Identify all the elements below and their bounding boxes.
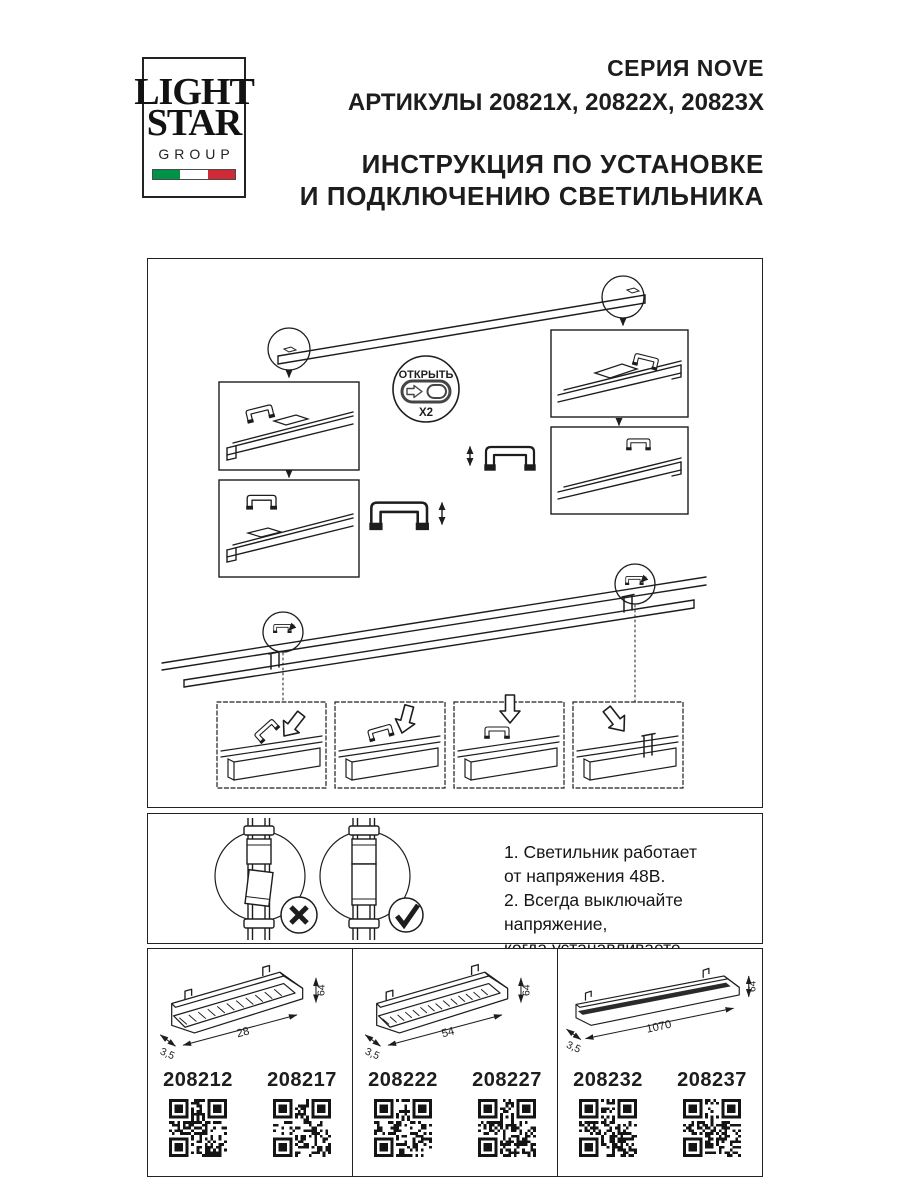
article-number: 208232	[573, 1069, 643, 1091]
rail-mounting-drawing	[162, 564, 706, 701]
dim-height-label: 64	[747, 980, 759, 992]
qr-code	[683, 1099, 741, 1157]
dim-length-label: 54	[440, 1025, 456, 1041]
product-panel-1	[148, 949, 352, 1176]
article-number: 208237	[677, 1069, 747, 1091]
c-clip-icon	[470, 447, 535, 470]
dim-length-label: 1070	[645, 1018, 673, 1036]
correct-connection-drawing	[349, 818, 379, 940]
open-badge	[393, 356, 459, 422]
product-dimension-drawing	[353, 957, 557, 1069]
article-number: 208217	[267, 1069, 337, 1091]
logo-word-group: GROUP	[158, 146, 235, 162]
detail-box-clip-open	[551, 330, 688, 417]
clip-step-boxes	[217, 695, 683, 788]
dim-height-label: 64	[316, 984, 328, 997]
logo-word-light: LIGHT	[134, 71, 254, 113]
instruction-title-line2: И ПОДКЛЮЧЕНИЮ СВЕТИЛЬНИКА	[299, 181, 764, 211]
product-cell	[568, 1069, 648, 1162]
safety-note-line: от напряжения 48В.	[504, 866, 666, 886]
open-slider-icon	[402, 381, 450, 402]
product-dimension-drawing	[558, 957, 762, 1069]
safety-panel	[147, 813, 763, 944]
dim-depth-label: 3,5	[158, 1046, 176, 1063]
instruction-title-line1: ИНСТРУКЦИЯ ПО УСТАНОВКЕ	[361, 149, 764, 179]
installation-diagram-panel	[147, 258, 763, 808]
product-cell	[672, 1069, 752, 1162]
product-panel-3	[557, 949, 762, 1176]
header-titles	[300, 55, 764, 212]
italy-flag-icon	[152, 169, 236, 180]
dim-depth-label: 3,5	[363, 1046, 381, 1063]
open-label: ОТКРЫТЬ	[398, 369, 454, 381]
product-cell	[158, 1069, 238, 1162]
detail-box-clip-removed	[219, 480, 359, 577]
detail-box-clip-above	[551, 427, 688, 514]
instruction-title	[300, 148, 764, 212]
qr-code	[579, 1099, 637, 1157]
wrong-connection-drawing	[244, 818, 274, 940]
series-title: СЕРИЯ NOVE	[607, 55, 764, 81]
product-cell	[467, 1069, 547, 1162]
product-variants-panel	[147, 948, 763, 1177]
article-number: 208222	[368, 1069, 438, 1091]
product-cell	[262, 1069, 342, 1162]
detail-box-clip-insert	[219, 382, 359, 470]
open-times-label: X2	[418, 407, 434, 419]
lightstar-logo	[134, 57, 254, 198]
qr-code	[169, 1099, 227, 1157]
logo-word-star: STAR	[146, 102, 242, 144]
c-clip-icon	[370, 503, 442, 530]
connection-check-drawing	[148, 814, 488, 942]
article-number: 208227	[472, 1069, 542, 1091]
qr-code	[273, 1099, 331, 1157]
dim-height-label: 64	[521, 984, 533, 997]
article-number: 208212	[163, 1069, 233, 1091]
qr-code	[374, 1099, 432, 1157]
check-icon	[389, 898, 423, 932]
product-cell	[363, 1069, 443, 1162]
safety-note-line: 1. Светильник работает	[504, 842, 697, 862]
product-panel-2	[352, 949, 557, 1176]
x-mark-icon	[281, 897, 317, 933]
qr-code	[478, 1099, 536, 1157]
dim-depth-label: 3,5	[564, 1039, 583, 1056]
installation-drawing	[148, 259, 761, 806]
dim-length-label: 28	[235, 1025, 251, 1041]
product-dimension-drawing	[148, 957, 352, 1069]
safety-note-line: 2. Всегда выключайте напряжение,	[504, 890, 683, 934]
articles-line: АРТИКУЛЫ 20821X, 20822X, 20823X	[347, 89, 764, 116]
